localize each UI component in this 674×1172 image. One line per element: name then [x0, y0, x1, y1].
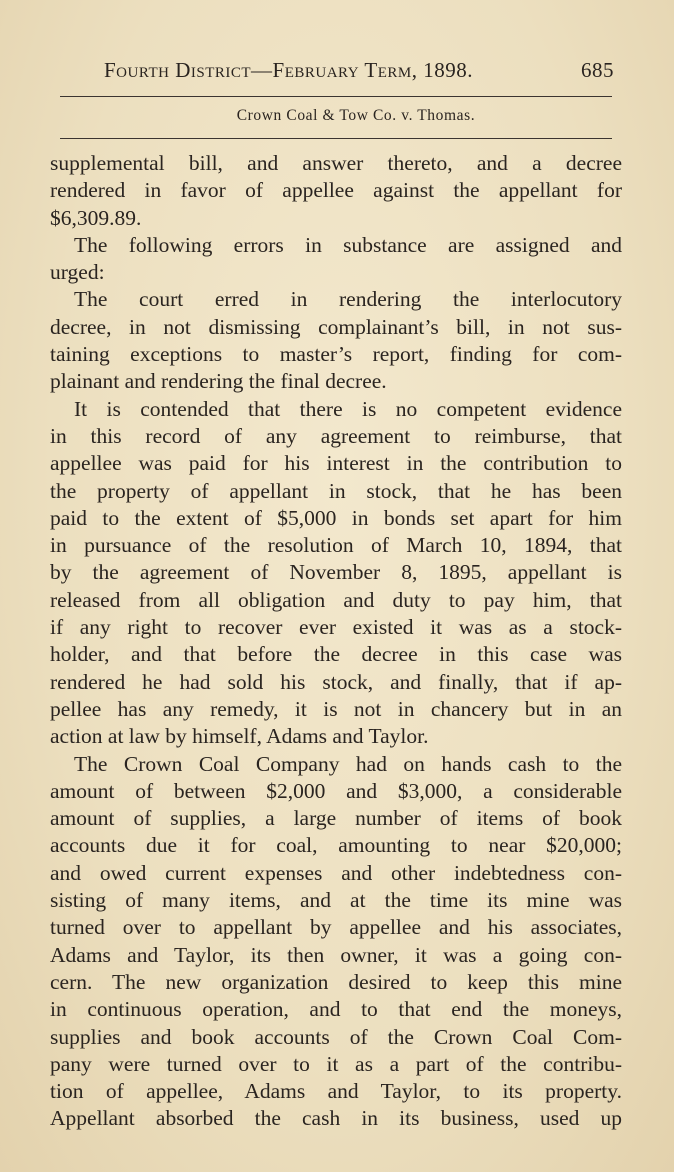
text-line: rendered he had sold his stock, and finally, that if ap-	[50, 669, 622, 694]
text-line: The court erred in rendering the interlocutory	[74, 287, 622, 312]
text-line: pany were turned over to it as a part of the contribu-	[50, 1051, 622, 1076]
text-line: holder, and that before the decree in this case was	[50, 642, 622, 667]
text-line: taining exceptions to master’s report, finding for com-	[50, 342, 622, 367]
text-line: Adams and Taylor, its then owner, it was a going con-	[50, 942, 622, 967]
text-line: supplemental bill, and answer thereto, and a decree	[50, 151, 622, 175]
header-rule-top	[60, 96, 612, 97]
text-line: in pursuance of the resolution of March 10, 1894, that	[50, 533, 622, 558]
text-line: amount of supplies, a large number of items of book	[50, 806, 622, 831]
text-line: plainant and rendering the final decree.	[50, 369, 387, 394]
case-title: Crown Coal & Tow Co. v. Thomas.	[236, 107, 476, 124]
text-line: pellee has any remedy, it is not in chancery but in an	[50, 696, 622, 721]
text-line: accounts due it for coal, amounting to near $20,000;	[50, 833, 622, 858]
text-line: and owed current expenses and other indebtedness con-	[50, 860, 622, 885]
text-line: action at law by himself, Adams and Taylor.	[50, 724, 429, 749]
text-line: paid to the extent of $5,000 in bonds set apart for him	[50, 505, 622, 530]
text-line: appellee was paid for his interest in the contribution to	[50, 451, 622, 476]
running-head	[104, 58, 614, 86]
text-line: cern. The new organization desired to keep this mine	[50, 969, 622, 994]
text-line: sisting of many items, and at the time its mine was	[50, 888, 622, 913]
text-line: The following errors in substance are assigned and	[74, 232, 622, 257]
text-line: turned over to appellant by appellee and his associates,	[50, 915, 622, 940]
text-line: supplies and book accounts of the Crown Coal Com-	[50, 1024, 622, 1049]
page-number: 685	[581, 58, 614, 82]
text-line: if any right to recover ever existed it was as a stock-	[50, 615, 622, 640]
text-line: the property of appellant in stock, that he has been	[50, 478, 622, 503]
text-line: amount of between $2,000 and $3,000, a considerable	[50, 778, 622, 803]
text-line: in this record of any agreement to reimburse, that	[50, 423, 622, 448]
text-line: by the agreement of November 8, 1895, appellant is	[50, 560, 622, 585]
text-line: urged:	[50, 260, 105, 285]
text-line: rendered in favor of appellee against the appellant for	[50, 178, 622, 203]
running-head-title: Fourth District—February Term, 1898.	[104, 58, 474, 82]
text-line: tion of appellee, Adams and Taylor, to its property.	[50, 1079, 622, 1104]
body-text	[50, 150, 622, 1133]
text-line: decree, in not dismissing complainant’s bill, in not sus-	[50, 314, 622, 339]
text-line: The Crown Coal Company had on hands cash to the	[74, 751, 622, 776]
text-line: released from all obligation and duty to pay him, that	[50, 587, 622, 612]
text-line: Appellant absorbed the cash in its business, used up	[50, 1106, 622, 1131]
text-line: in continuous operation, and to that end the moneys,	[50, 997, 622, 1022]
text-line: It is contended that there is no competent evidence	[74, 396, 622, 421]
text-line: $6,309.89.	[50, 205, 142, 230]
header-rule-bottom	[60, 138, 612, 139]
